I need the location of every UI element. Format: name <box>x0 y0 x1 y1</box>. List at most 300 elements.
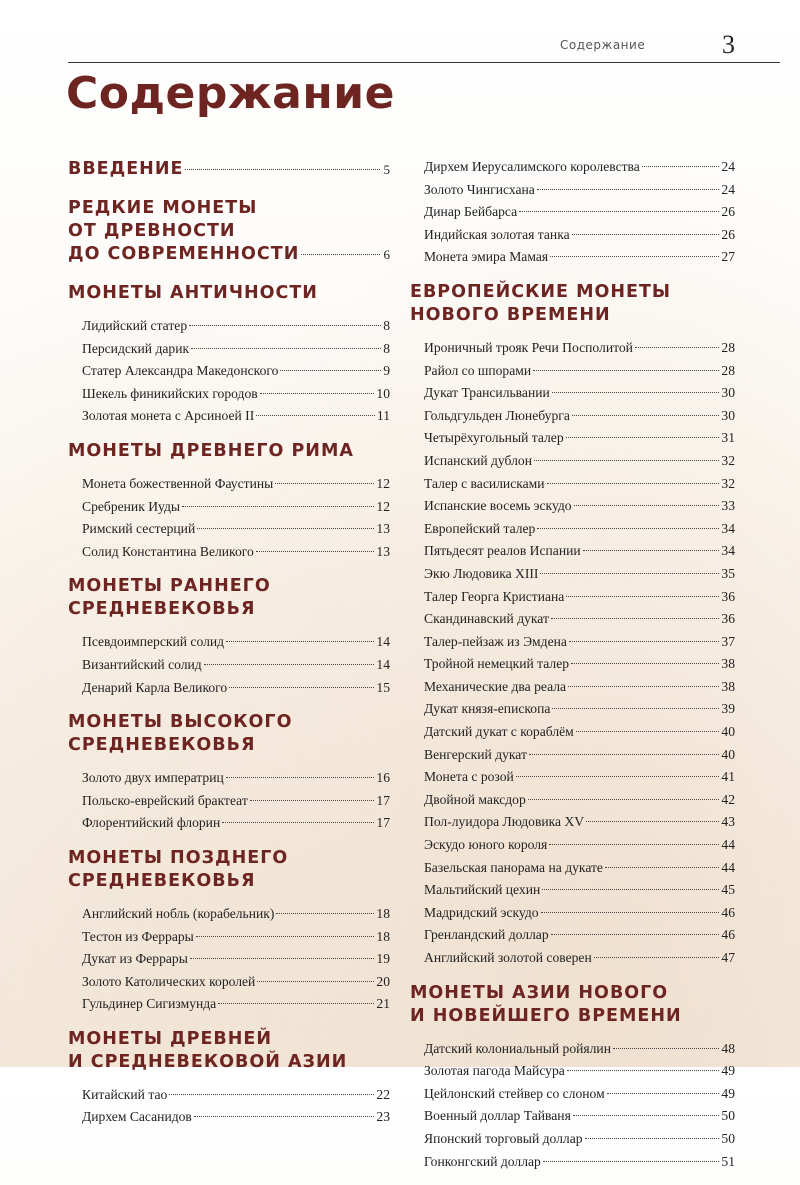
toc-entry-page: 36 <box>721 611 735 627</box>
toc-entry-page: 44 <box>721 837 735 853</box>
section-heading[interactable] <box>68 197 390 220</box>
toc-entry-page: 46 <box>721 927 735 943</box>
toc-entry-title: Китайский тао <box>82 1086 168 1102</box>
toc-entry-page: 36 <box>721 588 735 604</box>
toc-entry-title: Монета с розой <box>424 769 514 785</box>
section-heading-line: МОНЕТЫ ВЫСОКОГО <box>68 712 293 733</box>
toc-entry[interactable] <box>424 337 735 360</box>
toc-entry[interactable] <box>82 496 390 519</box>
dot-leader <box>222 822 374 823</box>
toc-entry-page: 24 <box>721 181 735 197</box>
dot-leader <box>573 1115 720 1116</box>
dot-leader <box>572 234 720 235</box>
dot-leader <box>182 506 374 507</box>
section-heading-line: И СРЕДНЕВЕКОВОЙ АЗИИ <box>68 1051 348 1072</box>
toc-entry-title: Эскудо юного короля <box>424 837 548 853</box>
dot-leader <box>529 754 719 755</box>
toc-entry[interactable] <box>424 179 735 202</box>
toc-entry[interactable] <box>424 473 735 496</box>
running-head-title: Содержание <box>560 38 646 52</box>
toc-entry[interactable] <box>424 789 735 812</box>
dot-leader <box>605 867 719 868</box>
toc-entry-page: 18 <box>376 905 390 921</box>
toc-right-column <box>410 156 735 1185</box>
toc-entry-title: Датский колониальный ройялин <box>424 1040 611 1056</box>
toc-entry[interactable] <box>424 608 735 631</box>
toc-entry-list <box>68 767 390 835</box>
toc-entry-title: Флорентийский флорин <box>82 815 221 831</box>
dot-leader <box>552 708 719 709</box>
dot-leader <box>574 505 720 506</box>
dot-leader <box>552 392 720 393</box>
toc-section-asia-new <box>410 982 735 1174</box>
section-heading-line: И НОВЕЙШЕГО ВРЕМЕНИ <box>410 1005 682 1026</box>
toc-entry-title: Механические два реала <box>424 678 567 694</box>
toc-entry[interactable] <box>424 879 735 902</box>
toc-entry-title: Византийский солид <box>82 656 202 672</box>
section-heading-text: ДО СОВРЕМЕННОСТИ <box>68 244 300 264</box>
dot-leader <box>256 551 375 552</box>
dot-leader <box>190 958 375 959</box>
toc-section-asia-cont <box>410 156 735 269</box>
toc-entry-title: Польско-еврейский брактеат <box>82 792 248 808</box>
toc-entry[interactable] <box>424 721 735 744</box>
toc-entry-title: Райол со шпорами <box>424 362 532 378</box>
dot-leader <box>642 166 720 167</box>
dot-leader <box>226 777 375 778</box>
toc-entry-title: Талер-пейзаж из Эмдена <box>424 633 567 649</box>
dot-leader <box>551 934 720 935</box>
dot-leader <box>250 800 375 801</box>
dot-leader <box>533 370 719 371</box>
toc-entry-page: 14 <box>376 634 390 650</box>
toc-entry-page: 21 <box>376 996 390 1012</box>
toc-entry-page: 40 <box>721 746 735 762</box>
toc-entry[interactable] <box>424 156 735 179</box>
dot-leader <box>256 415 375 416</box>
toc-entry-page: 35 <box>721 565 735 581</box>
toc-entry-title: Английский нобль (корабельник) <box>82 905 275 921</box>
toc-entry-page: 50 <box>721 1130 735 1146</box>
toc-entry[interactable] <box>424 224 735 247</box>
toc-entry[interactable] <box>424 924 735 947</box>
toc-entry-page: 19 <box>376 951 390 967</box>
section-heading <box>410 982 735 1028</box>
dot-leader <box>189 325 381 326</box>
toc-entry-title: Сребреник Иуды <box>82 498 181 514</box>
toc-entry-page: 30 <box>721 385 735 401</box>
toc-entry-page: 16 <box>376 770 390 786</box>
toc-entry-page: 43 <box>721 814 735 830</box>
toc-entry-page: 26 <box>721 204 735 220</box>
section-heading-line: МОНЕТЫ РАННЕГО <box>68 576 271 597</box>
dot-leader <box>571 663 719 664</box>
toc-entry-title: Дукат Трансильвании <box>424 385 550 401</box>
toc-section-europe <box>410 281 735 970</box>
toc-entry-title: Дирхем Сасанидов <box>82 1109 192 1125</box>
dot-leader <box>569 641 719 642</box>
toc-entry-title: Золотая монета с Арсиноей II <box>82 408 255 424</box>
section-heading-text: РЕДКИЕ МОНЕТЫ <box>68 198 258 218</box>
toc-entry-title: Талер с василисками <box>424 475 545 491</box>
toc-entry-page: 24 <box>721 159 735 174</box>
toc-entry-page: 8 <box>383 340 390 356</box>
toc-entry[interactable] <box>82 926 390 949</box>
toc-entry-title: Монета божественной Фаустины <box>82 475 274 491</box>
toc-entry[interactable] <box>424 676 735 699</box>
toc-entry[interactable] <box>424 246 735 269</box>
toc-entry-page: 14 <box>376 656 390 672</box>
section-heading-line: МОНЕТЫ ДРЕВНЕГО РИМА <box>68 440 354 461</box>
toc-entry-page: 34 <box>721 543 735 559</box>
toc-entry-page: 48 <box>721 1040 735 1056</box>
toc-entry-list <box>68 903 390 1016</box>
toc-entry[interactable] <box>424 563 735 586</box>
dot-leader <box>594 957 720 958</box>
toc-entry[interactable] <box>424 857 735 880</box>
toc-entry-page: 26 <box>721 226 735 242</box>
dot-leader <box>551 618 719 619</box>
toc-entry[interactable] <box>82 677 390 700</box>
toc-entry[interactable] <box>82 473 390 496</box>
section-heading-line: СРЕДНЕВЕКОВЬЯ <box>68 599 256 620</box>
toc-entry[interactable] <box>424 1038 735 1061</box>
toc-entry[interactable] <box>82 1084 390 1107</box>
toc-entry[interactable] <box>424 1083 735 1106</box>
toc-entry-list <box>68 1084 390 1129</box>
page-number: 3 <box>722 30 735 59</box>
section-heading-line: МОНЕТЫ АНТИЧНОСТИ <box>68 283 318 303</box>
toc-entry[interactable] <box>82 405 390 428</box>
toc-section-early <box>68 575 390 699</box>
toc-entry-page: 15 <box>376 679 390 695</box>
dot-leader <box>218 1003 374 1004</box>
toc-entry-list <box>410 1038 735 1174</box>
toc-entry[interactable] <box>82 971 390 994</box>
toc-section-antiquity <box>68 282 390 428</box>
section-heading-line: МОНЕТЫ ДРЕВНЕЙ <box>68 1028 273 1049</box>
dot-leader <box>528 799 720 800</box>
toc-entry-page: 50 <box>721 1108 735 1124</box>
toc-entry-title: Мадридский эскудо <box>424 904 539 920</box>
dot-leader <box>607 1093 720 1094</box>
dot-leader <box>568 686 719 687</box>
toc-entry-title: Базельская панорама на дукате <box>424 859 603 875</box>
toc-entry[interactable] <box>424 698 735 721</box>
toc-entry-page: 44 <box>721 859 735 875</box>
section-heading-line: СРЕДНЕВЕКОВЬЯ <box>68 735 256 756</box>
toc-entry-title: Двойной максдор <box>424 791 526 807</box>
toc-entry[interactable] <box>424 586 735 609</box>
toc-entry-page: 32 <box>721 452 735 468</box>
dot-leader <box>567 1070 720 1071</box>
toc-entry-page: 47 <box>721 950 735 965</box>
toc-entry[interactable] <box>82 790 390 813</box>
dot-leader <box>572 415 720 416</box>
toc-entry-page: 41 <box>721 769 735 785</box>
toc-entry-title: Золото Католических королей <box>82 973 256 989</box>
section-heading <box>68 282 390 305</box>
toc-entry-page: 17 <box>376 815 390 831</box>
dot-leader <box>635 347 719 348</box>
section-heading[interactable] <box>68 158 390 181</box>
toc-entry[interactable] <box>82 360 390 383</box>
section-heading <box>68 440 390 463</box>
toc-entry-title: Персидский дарик <box>82 340 190 356</box>
toc-left-column <box>68 158 390 1141</box>
dot-leader <box>169 1094 374 1095</box>
toc-entry-page: 42 <box>721 791 735 807</box>
toc-entry-title: Денарий Карла Великого <box>82 679 228 695</box>
toc-entry[interactable] <box>424 811 735 834</box>
section-heading-text: ВВЕДЕНИЕ <box>68 159 184 179</box>
toc-section-high <box>68 711 390 835</box>
dot-leader <box>275 483 374 484</box>
dot-leader <box>613 1048 719 1049</box>
toc-entry[interactable] <box>82 948 390 971</box>
dot-leader <box>541 912 720 913</box>
toc-entry-title: Военный доллар Тайваня <box>424 1108 571 1124</box>
toc-entry-page: 11 <box>376 408 390 424</box>
dot-leader <box>547 483 720 484</box>
toc-entry-page: 12 <box>376 498 390 514</box>
toc-entry[interactable] <box>82 518 390 541</box>
toc-entry[interactable] <box>82 812 390 835</box>
toc-entry-title: Испанские восемь эскудо <box>424 498 572 514</box>
toc-entry[interactable] <box>82 383 390 406</box>
toc-entry[interactable] <box>424 518 735 541</box>
toc-entry[interactable] <box>82 631 390 654</box>
toc-entry-page: 17 <box>376 792 390 808</box>
toc-entry-page: 28 <box>721 362 735 378</box>
section-heading <box>68 711 390 757</box>
toc-entry-page: 45 <box>721 882 735 898</box>
toc-entry-page: 38 <box>721 678 735 694</box>
toc-entry[interactable] <box>424 360 735 383</box>
dot-leader <box>204 664 375 665</box>
dot-leader <box>586 821 719 822</box>
section-heading-line: МОНЕТЫ АЗИИ НОВОГО <box>410 982 669 1003</box>
toc-entry[interactable] <box>424 450 735 473</box>
toc-entry-page: 9 <box>383 363 390 379</box>
toc-entry-title: Псевдоимперский солид <box>82 634 225 650</box>
toc-entry-title: Талер Георга Кристиана <box>424 588 565 604</box>
toc-entry[interactable] <box>424 1128 735 1151</box>
toc-entry-title: Тройной немецкий талер <box>424 656 570 672</box>
toc-entry-title: Индийская золотая танка <box>424 226 570 242</box>
section-heading-line: СРЕДНЕВЕКОВЬЯ <box>68 870 256 891</box>
toc-entry-title: Дукат из Феррары <box>82 951 188 967</box>
toc-entry-title: Гольдгульден Люнебурга <box>424 407 570 423</box>
section-page-number: 5 <box>383 162 390 177</box>
toc-section-rome <box>68 440 390 563</box>
toc-entry-title: Венгерский дукат <box>424 746 527 762</box>
toc-entry-title: Гренландский доллар <box>424 927 549 943</box>
toc-entry-title: Гульдинер Сигизмунда <box>82 996 217 1012</box>
toc-entry[interactable] <box>82 903 390 926</box>
dot-leader <box>519 211 719 212</box>
toc-entry-page: 46 <box>721 904 735 920</box>
toc-entry-title: Золотая пагода Майсура <box>424 1063 565 1079</box>
toc-entry-page: 49 <box>721 1063 735 1079</box>
toc-entry[interactable] <box>82 1106 390 1129</box>
header-rule <box>68 62 780 63</box>
dot-leader <box>549 844 719 845</box>
toc-entry-page: 30 <box>721 407 735 423</box>
dot-leader <box>583 550 720 551</box>
toc-entry-list <box>410 337 735 970</box>
toc-entry-page: 23 <box>376 1109 390 1125</box>
toc-entry[interactable] <box>82 993 390 1016</box>
toc-entry[interactable] <box>82 767 390 790</box>
section-page-number: 6 <box>383 247 390 262</box>
toc-entry[interactable] <box>424 744 735 767</box>
dot-leader <box>566 437 720 438</box>
toc-section-asia-old <box>68 1028 390 1129</box>
dot-leader <box>280 370 381 371</box>
toc-entry[interactable] <box>82 541 390 564</box>
section-heading <box>410 281 735 327</box>
toc-entry[interactable] <box>82 654 390 677</box>
toc-entry-title: Пол-луидора Людовика XV <box>424 814 585 830</box>
toc-entry-page: 28 <box>721 339 735 355</box>
page-title: Содержание <box>66 68 395 119</box>
toc-entry[interactable] <box>424 1060 735 1083</box>
toc-entry-page: 34 <box>721 520 735 536</box>
toc-entry-page: 12 <box>376 475 390 491</box>
toc-entry[interactable] <box>424 1105 735 1128</box>
toc-entry-title: Гонконгский доллар <box>424 1153 541 1169</box>
dot-leader <box>566 596 719 597</box>
toc-entry-title: Скандинавский дукат <box>424 611 549 627</box>
toc-entry-page: 32 <box>721 475 735 491</box>
dot-leader <box>226 641 374 642</box>
dot-leader <box>260 393 375 394</box>
toc-entry-title: Испанский дублон <box>424 452 532 468</box>
section-heading-text: ОТ ДРЕВНОСТИ <box>68 221 236 241</box>
toc-entry[interactable] <box>424 540 735 563</box>
toc-entry-page: 38 <box>721 656 735 672</box>
dot-leader <box>576 731 720 732</box>
toc-entry[interactable] <box>424 631 735 654</box>
toc-entry-title: Дукат князя-епископа <box>424 701 551 717</box>
toc-entry-title: Динар Бейбарса <box>424 204 518 220</box>
toc-entry-title: Золото Чингисхана <box>424 181 535 197</box>
dot-leader <box>257 981 374 982</box>
toc-entry-page: 10 <box>376 385 390 401</box>
dot-leader <box>276 913 374 914</box>
dot-leader <box>534 460 719 461</box>
toc-entry-page: 33 <box>721 498 735 514</box>
section-heading[interactable] <box>68 243 390 266</box>
dot-leader <box>229 687 374 688</box>
toc-entry-page: 37 <box>721 633 735 649</box>
toc-entry-page: 27 <box>721 249 735 265</box>
dot-leader <box>301 254 379 255</box>
toc-entry-title: Экю Людовика XIII <box>424 565 539 581</box>
toc-entry-title: Ироничный трояк Речи Посполитой <box>424 339 633 355</box>
dot-leader <box>585 1138 720 1139</box>
toc-entry-page: 18 <box>376 928 390 944</box>
dot-leader <box>194 1116 375 1117</box>
toc-entry-page: 31 <box>721 430 735 446</box>
dot-leader <box>543 1161 720 1162</box>
toc-entry-list <box>68 631 390 699</box>
toc-section-intro <box>68 158 390 181</box>
dot-leader <box>537 189 720 190</box>
toc-entry[interactable] <box>424 427 735 450</box>
toc-entry-title: Датский дукат с кораблём <box>424 724 574 740</box>
toc-entry-title: Римский сестерций <box>82 521 196 537</box>
toc-entry-page: 8 <box>383 318 390 333</box>
toc-entry[interactable] <box>424 834 735 857</box>
toc-entry-title: Тестон из Феррары <box>82 928 194 944</box>
toc-entry-title: Японский торговый доллар <box>424 1130 583 1146</box>
section-heading <box>68 575 390 621</box>
toc-entry-list <box>68 473 390 563</box>
toc-entry[interactable] <box>424 766 735 789</box>
toc-entry[interactable] <box>424 902 735 925</box>
toc-entry-page: 13 <box>376 543 390 559</box>
toc-entry-title: Золото двух императриц <box>82 770 224 786</box>
toc-entry[interactable] <box>424 1151 735 1174</box>
toc-entry-title: Цейлонский стейвер со слоном <box>424 1085 605 1101</box>
toc-entry-title: Лидийский статер <box>82 318 188 333</box>
section-heading <box>68 847 390 893</box>
toc-entry[interactable] <box>82 315 390 338</box>
toc-entry-page: 49 <box>721 1085 735 1101</box>
toc-entry-page: 20 <box>376 973 390 989</box>
dot-leader <box>197 528 374 529</box>
toc-entry-page: 40 <box>721 724 735 740</box>
toc-entry[interactable] <box>424 201 735 224</box>
section-heading-line: ЕВРОПЕЙСКИЕ МОНЕТЫ <box>410 281 672 302</box>
toc-entry[interactable] <box>424 947 735 970</box>
toc-entry-title: Монета эмира Мамая <box>424 249 549 265</box>
toc-entry[interactable] <box>424 382 735 405</box>
section-heading-line: НОВОГО ВРЕМЕНИ <box>410 304 611 325</box>
toc-entry[interactable] <box>82 338 390 361</box>
toc-entry-title: Мальтийский цехин <box>424 882 541 898</box>
dot-leader <box>540 573 719 574</box>
toc-entry[interactable] <box>424 405 735 428</box>
section-heading[interactable] <box>68 220 390 243</box>
toc-entry-list <box>68 315 390 428</box>
toc-entry-title: Четырёхугольный талер <box>424 430 564 446</box>
toc-entry-title: Солид Константина Великого <box>82 543 254 559</box>
toc-entry-title: Английский золотой соверен <box>424 950 592 965</box>
toc-entry-page: 22 <box>376 1086 390 1102</box>
toc-entry-title: Шекель финикийских городов <box>82 385 258 401</box>
dot-leader <box>196 936 375 937</box>
toc-entry-title: Статер Александра Македонского <box>82 363 279 379</box>
toc-entry-page: 39 <box>721 701 735 717</box>
toc-entry-title: Дирхем Иерусалимского королевства <box>424 159 640 174</box>
dot-leader <box>185 169 379 170</box>
dot-leader <box>542 889 719 890</box>
toc-section-rare <box>68 197 390 266</box>
dot-leader <box>516 776 720 777</box>
toc-entry-title: Пятьдесят реалов Испании <box>424 543 581 559</box>
toc-entry-list <box>410 156 735 269</box>
toc-entry[interactable] <box>424 495 735 518</box>
toc-section-late <box>68 847 390 1016</box>
dot-leader <box>191 348 381 349</box>
toc-entry-page: 51 <box>721 1153 735 1169</box>
toc-entry[interactable] <box>424 653 735 676</box>
dot-leader <box>537 528 719 529</box>
toc-entry-title: Европейский талер <box>424 520 536 536</box>
